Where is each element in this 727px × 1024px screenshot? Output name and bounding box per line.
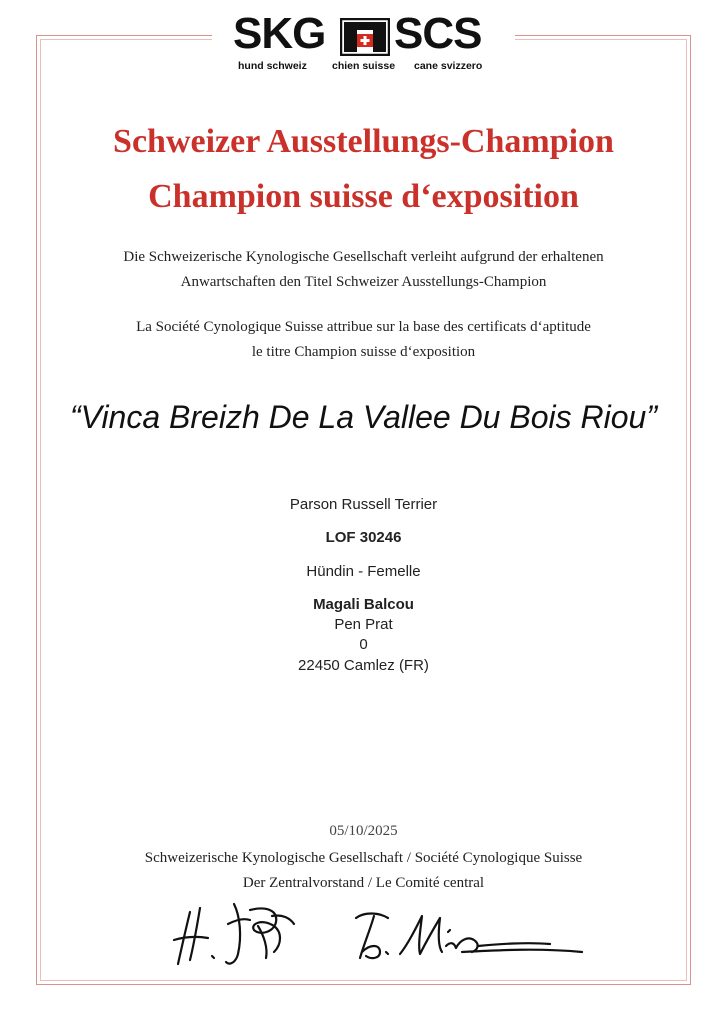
skg-scs-logo bbox=[230, 9, 498, 74]
owner-street: Pen Prat bbox=[334, 616, 393, 633]
dog-registration: LOF 30246 bbox=[325, 529, 402, 546]
logo-subtitle-german: hund schweiz bbox=[238, 60, 307, 72]
logo-subtitle bbox=[230, 60, 498, 74]
signature-right bbox=[350, 906, 590, 968]
dog-sex: Hündin - Femelle bbox=[306, 563, 421, 580]
logo-wordmark bbox=[230, 9, 498, 58]
intro-french-line-1: La Société Cynologique Suisse attribue sur la base des certificats d‘aptitude bbox=[136, 319, 591, 335]
dog-breed: Parson Russell Terrier bbox=[289, 496, 438, 513]
title-french: Champion suisse d‘exposition bbox=[148, 178, 579, 215]
dog-name: “Vinca Breizh De La Vallee Du Bois Riou” bbox=[70, 399, 657, 435]
signature-left bbox=[170, 896, 315, 976]
logo-text-skg: SKG bbox=[233, 9, 326, 58]
logo-subtitle-french: chien suisse bbox=[332, 60, 396, 72]
intro-french-line-2: le titre Champion suisse d‘exposition bbox=[251, 344, 476, 360]
owner-city: 22450 Camlez (FR) bbox=[298, 657, 429, 674]
logo-text-scs: SCS bbox=[394, 9, 482, 58]
society-name: Schweizerische Kynologische Gesellschaft / Société Cynologique Suisse bbox=[144, 850, 583, 866]
intro-german-line-2: Anwartschaften den Titel Schweizer Ausstellungs-Champion bbox=[180, 274, 547, 290]
intro-german-line-1: Die Schweizerische Kynologische Gesellschaft verleiht aufgrund der erhaltenen bbox=[123, 249, 604, 265]
owner-house-number: 0 bbox=[359, 636, 368, 653]
owner-name: Magali Balcou bbox=[313, 596, 414, 613]
title-german: Schweizer Ausstellungs-Champion bbox=[113, 123, 614, 160]
issue-date: 05/10/2025 bbox=[329, 823, 398, 839]
central-board: Der Zentralvorstand / Le Comité central bbox=[242, 875, 485, 891]
logo-subtitle-italian: cane svizzero bbox=[414, 60, 483, 72]
swiss-house-logo-icon bbox=[340, 18, 390, 56]
